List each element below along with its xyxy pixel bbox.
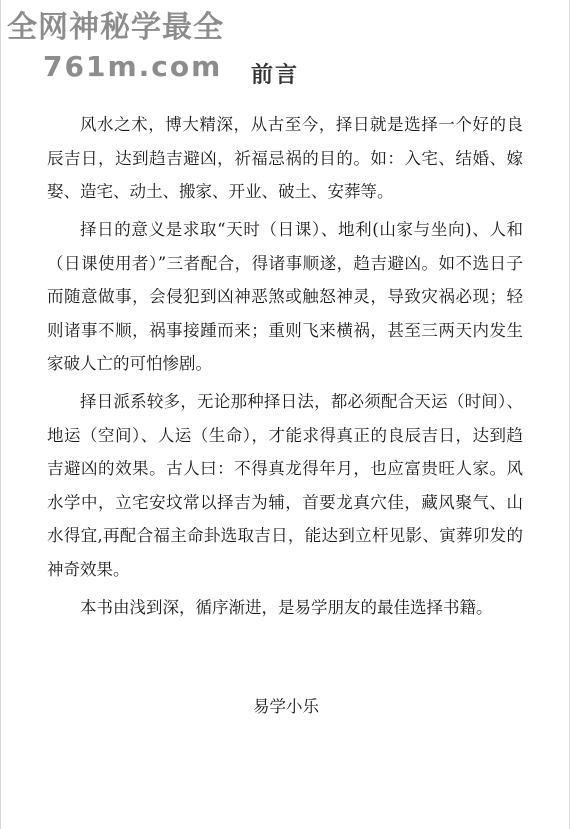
paragraph-1: 风水之术，博大精深，从古至今，择日就是选择一个好的良辰吉日，达到趋吉避凶，祈福忌祸的目的。如：入宅、结婚、嫁娶、造宅、动土、搬家、开业、破土、安葬等。 <box>47 115 523 201</box>
watermark-site-name: 全网神秘学最全 <box>7 10 224 45</box>
page-title: 前言 <box>251 62 300 88</box>
watermark-url: 761m.com <box>43 50 223 83</box>
document-body <box>47 108 523 629</box>
paragraph-4: 本书由浅到深，循序渐进，是易学朋友的最佳选择书籍。 <box>80 597 493 617</box>
paragraph-2: 择日的意义是求取“天时（日课）、地利(山家与坐向)、人和（日课使用者）”三者配合，得诸事顺遂，趋吉避凶。如不选日子而随意做事，会侵犯到凶神恶煞或触怒神灵，导致灾祸必现；轻则诸事不顺，祸事接踵而来；重则飞来横祸，甚至三两天内发生家破人亡的可怕惨剧。 <box>47 220 523 373</box>
paragraph-3: 择日派系较多，无论那种择日法，都必须配合天运（时间）、地运（空间）、人运（生命），才能求得真正的良辰吉日，达到趋吉避凶的效果。古人曰：不得真龙得年月，也应富贵旺人家。风水学中，立宅安坟常以择吉为辅，首要龙真穴佳，藏风聚气、山水得宜,再配合福主命卦选取吉日，能达到立杆见影、寅葬卯发的神奇效果。 <box>47 392 523 579</box>
author-signature: 易学小乐 <box>253 697 319 716</box>
